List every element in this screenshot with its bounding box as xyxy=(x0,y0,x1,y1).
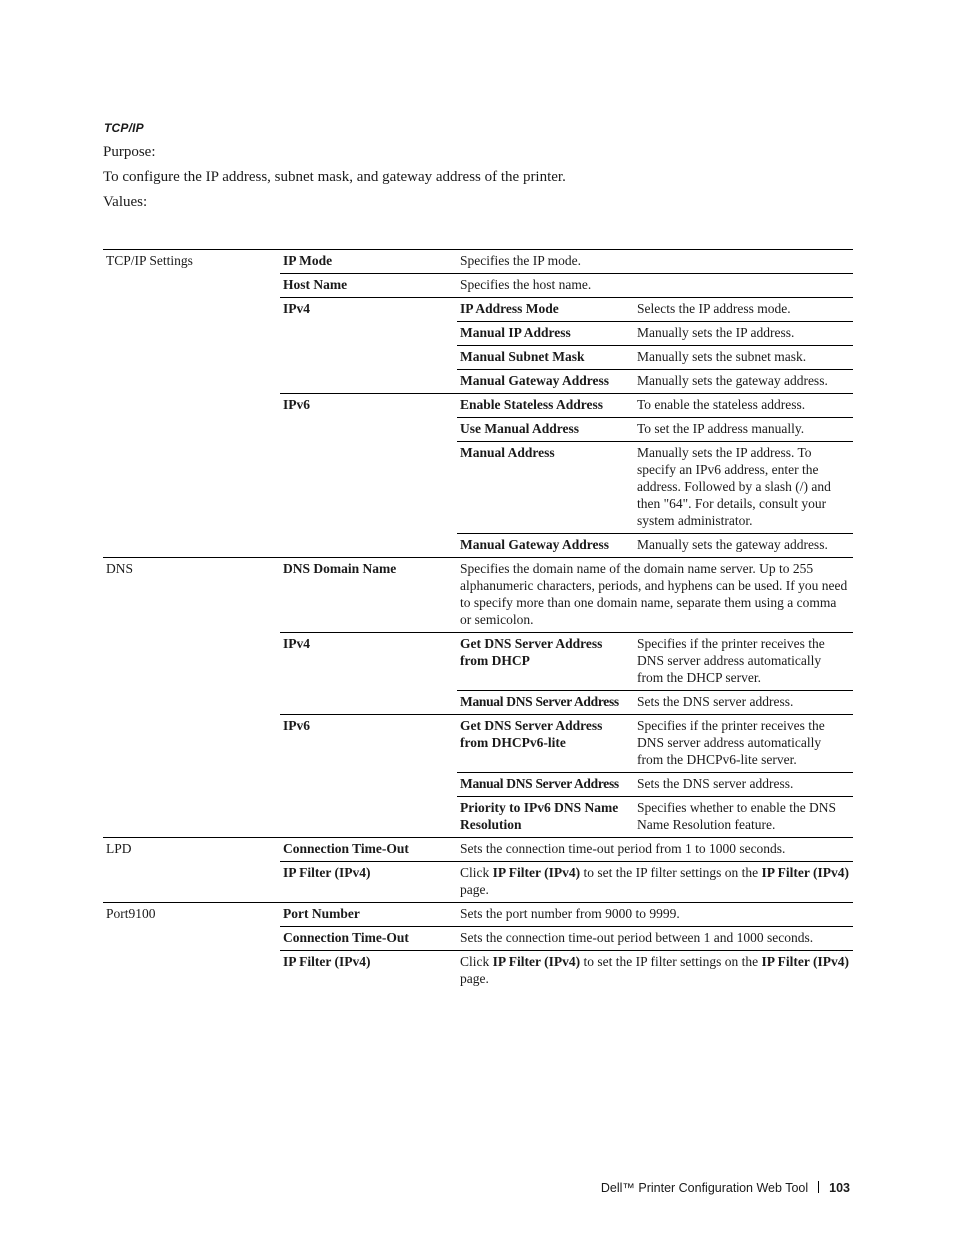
table-row xyxy=(103,633,853,691)
desc-text: to set the IP filter settings on the xyxy=(580,865,762,880)
setting-name: IP Mode xyxy=(280,250,457,274)
sub-setting-name: Get DNS Server Address from DHCP xyxy=(457,633,634,691)
sub-setting-name: Manual IP Address xyxy=(457,322,634,346)
table-row xyxy=(103,322,853,346)
table-row xyxy=(103,274,853,298)
table-row xyxy=(103,797,853,838)
group-cell: DNS xyxy=(103,558,280,633)
desc-emphasis: IP Filter (IPv4) xyxy=(492,865,581,880)
setting-name: Host Name xyxy=(280,274,457,298)
sub-setting-desc: Manually sets the IP address. xyxy=(634,322,853,346)
sub-setting-name: Manual DNS Server Address xyxy=(457,691,634,715)
table-row xyxy=(103,691,853,715)
setting-desc xyxy=(457,862,853,903)
group-cell: TCP/IP Settings xyxy=(103,250,280,274)
setting-name: IPv4 xyxy=(280,298,457,394)
table-row xyxy=(103,346,853,370)
page-number: 103 xyxy=(829,1181,850,1195)
sub-setting-desc: Manually sets the subnet mask. xyxy=(634,346,853,370)
sub-setting-desc: Specifies if the printer receives the DNS server address automatically from the DHCPv6-lite server. xyxy=(634,715,853,773)
desc-text: Click xyxy=(460,865,493,880)
setting-desc: Sets the connection time-out period between 1 and 1000 seconds. xyxy=(457,927,853,951)
desc-text: to set the IP filter settings on the xyxy=(580,954,762,969)
desc-text: Click xyxy=(460,954,493,969)
desc-text: page. xyxy=(460,882,489,897)
sub-setting-desc: Selects the IP address mode. xyxy=(634,298,853,322)
desc-emphasis: IP Filter (IPv4) xyxy=(761,954,849,969)
desc-emphasis: IP Filter (IPv4) xyxy=(492,954,581,969)
table-row xyxy=(103,951,853,992)
table-row xyxy=(103,298,853,322)
table-row xyxy=(103,715,853,773)
table-row xyxy=(103,927,853,951)
setting-desc: Specifies the host name. xyxy=(457,274,853,298)
purpose-label: Purpose: xyxy=(103,144,156,160)
table-row xyxy=(103,862,853,903)
desc-text: page. xyxy=(460,971,489,986)
sub-setting-desc: Specifies if the printer receives the DNS server address automatically from the DHCP server. xyxy=(634,633,853,691)
desc-emphasis: IP Filter (IPv4) xyxy=(761,865,849,880)
sub-setting-name: Use Manual Address xyxy=(457,418,634,442)
group-cell: LPD xyxy=(103,838,280,862)
page-footer xyxy=(601,1181,850,1195)
values-table xyxy=(103,249,853,991)
sub-setting-desc: Manually sets the gateway address. xyxy=(634,370,853,394)
table-row xyxy=(103,558,853,633)
setting-desc: Specifies the domain name of the domain name server. Up to 255 alphanumeric characters, periods, and hyphens can be used. If you need to specify more than one domain name, separate them using a comma or semicolon. xyxy=(457,558,853,633)
sub-setting-desc: To set the IP address manually. xyxy=(634,418,853,442)
setting-name: Port Number xyxy=(280,903,457,927)
setting-desc: Sets the connection time-out period from 1 to 1000 seconds. xyxy=(457,838,853,862)
sub-setting-name: Manual Subnet Mask xyxy=(457,346,634,370)
table-row xyxy=(103,370,853,394)
footer-divider xyxy=(818,1181,819,1193)
table-row xyxy=(103,418,853,442)
table-row xyxy=(103,250,853,274)
purpose-text: To configure the IP address, subnet mask, and gateway address of the printer. xyxy=(103,169,566,185)
setting-name: IP Filter (IPv4) xyxy=(280,951,457,992)
sub-setting-name: Manual DNS Server Address xyxy=(457,773,634,797)
group-cell: Port9100 xyxy=(103,903,280,927)
table-row xyxy=(103,838,853,862)
setting-name: DNS Domain Name xyxy=(280,558,457,633)
table-row xyxy=(103,773,853,797)
setting-name: Connection Time-Out xyxy=(280,927,457,951)
table-row xyxy=(103,394,853,418)
sub-setting-desc: Manually sets the gateway address. xyxy=(634,534,853,558)
setting-name: IPv6 xyxy=(280,394,457,558)
setting-name: IP Filter (IPv4) xyxy=(280,862,457,903)
section-title: TCP/IP xyxy=(104,121,144,135)
sub-setting-desc: Sets the DNS server address. xyxy=(634,773,853,797)
sub-setting-desc: Manually sets the IP address. To specify an IPv6 address, enter the address. Followed by a slash (/) and then "64". For details, consult your system administrator. xyxy=(634,442,853,534)
sub-setting-desc: Sets the DNS server address. xyxy=(634,691,853,715)
sub-setting-name: Get DNS Server Address from DHCPv6-lite xyxy=(457,715,634,773)
setting-name: IPv4 xyxy=(280,633,457,715)
setting-desc: Sets the port number from 9000 to 9999. xyxy=(457,903,853,927)
table-row xyxy=(103,442,853,534)
values-label: Values: xyxy=(103,194,148,210)
sub-setting-name: IP Address Mode xyxy=(457,298,634,322)
setting-desc: Specifies the IP mode. xyxy=(457,250,853,274)
setting-desc xyxy=(457,951,853,992)
sub-setting-name: Manual Gateway Address xyxy=(457,534,634,558)
sub-setting-desc: To enable the stateless address. xyxy=(634,394,853,418)
table-row xyxy=(103,534,853,558)
table-row xyxy=(103,903,853,927)
sub-setting-name: Manual Address xyxy=(457,442,634,534)
sub-setting-name: Manual Gateway Address xyxy=(457,370,634,394)
sub-setting-desc: Specifies whether to enable the DNS Name Resolution feature. xyxy=(634,797,853,838)
sub-setting-name: Priority to IPv6 DNS Name Resolution xyxy=(457,797,634,838)
sub-setting-name: Enable Stateless Address xyxy=(457,394,634,418)
footer-title: Dell™ Printer Configuration Web Tool xyxy=(600,1181,809,1195)
setting-name: Connection Time-Out xyxy=(280,838,457,862)
setting-name: IPv6 xyxy=(280,715,457,838)
